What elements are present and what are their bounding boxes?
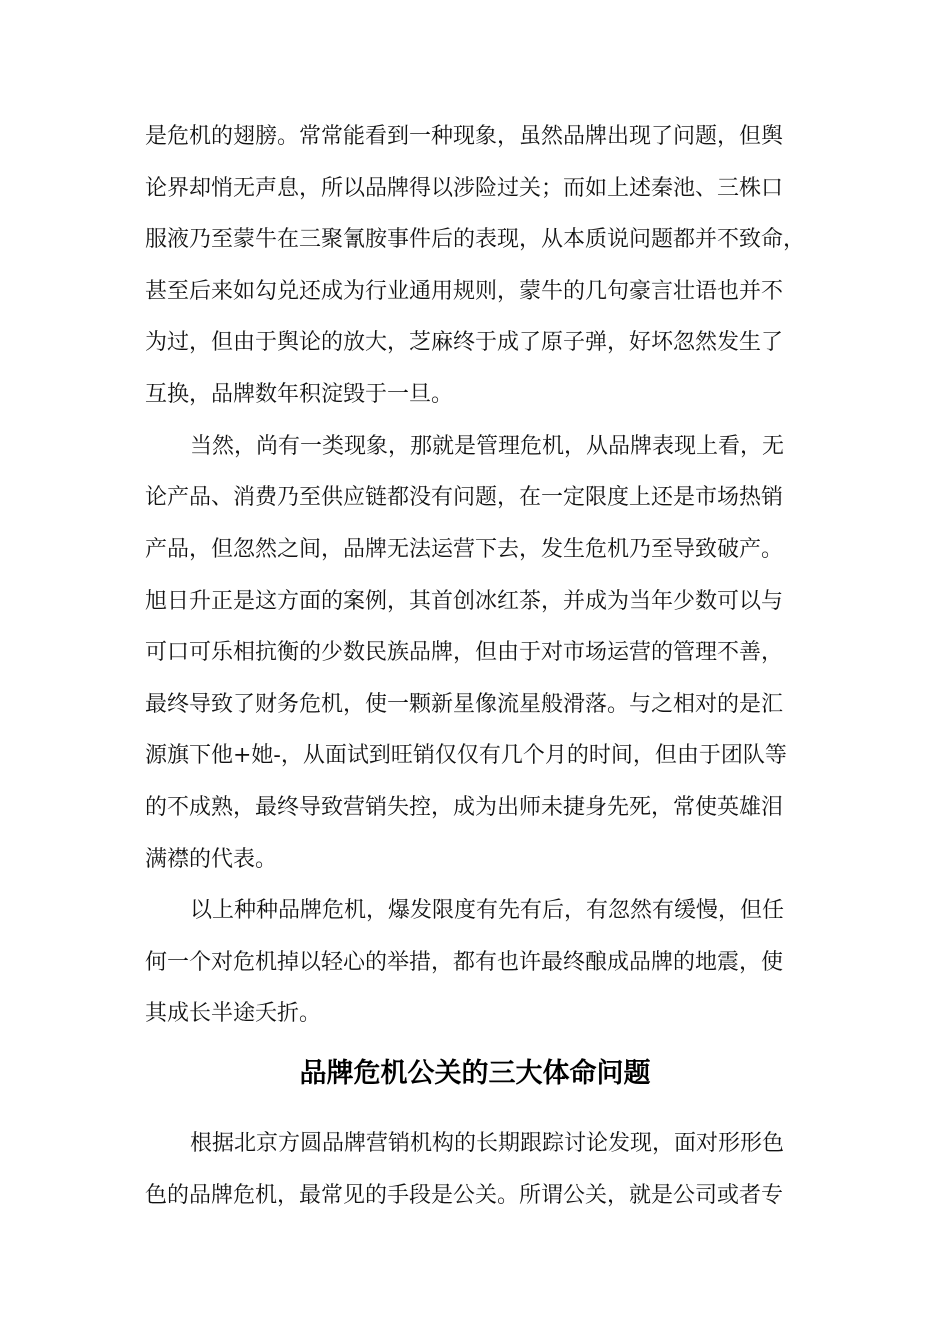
section-heading: 品牌危机公关的三大体命问题 [299, 1058, 651, 1089]
paragraph-2-line-2: 论产品、消费乃至供应链都没有问题，在一定限度上还是市场热销 [145, 485, 784, 510]
paragraph-1-line-3: 服液乃至蒙牛在三聚氰胺事件后的表现，从本质说问题都并不致命， [145, 227, 806, 252]
paragraph-1-line-6: 互换，品牌数年积淀毁于一旦。 [145, 382, 454, 407]
paragraph-2-line-6: 最终导致了财务危机，使一颗新星像流星般滑落。与之相对的是汇 [145, 692, 784, 717]
paragraph-4-line-2: 色的品牌危机，最常见的手段是公关。所谓公关，就是公司或者专 [145, 1183, 784, 1208]
paragraph-3-line-2: 何一个对危机掉以轻心的举措，都有也许最终酿成品牌的地震，使 [145, 950, 784, 975]
paragraph-2-line-1: 当然，尚有一类现象，那就是管理危机，从品牌表现上看，无 [190, 434, 785, 459]
paragraph-2-line-3: 产品，但忽然之间，品牌无法运营下去，发生危机乃至导致破产。 [145, 537, 784, 562]
paragraph-1-line-2: 论界却悄无声息，所以品牌得以涉险过关；而如上述秦池、三株口 [145, 176, 784, 201]
paragraph-1-line-5: 为过，但由于舆论的放大，芝麻终于成了原子弹，好坏忽然发生了 [145, 330, 784, 355]
paragraph-2-line-8: 的不成熟，最终导致营销失控，成为出师未捷身先死，常使英雄泪 [145, 795, 784, 820]
paragraph-1-line-1: 是危机的翅膀。常常能看到一种现象，虽然品牌出现了问题，但舆 [145, 124, 784, 149]
paragraph-2-line-5: 可口可乐相抗衡的少数民族品牌，但由于对市场运营的管理不善， [145, 640, 784, 665]
paragraph-2-line-4: 旭日升正是这方面的案例，其首创冰红茶，并成为当年少数可以与 [145, 589, 784, 614]
paragraph-3-line-1: 以上种种品牌危机，爆发限度有先有后，有忽然有缓慢，但任 [190, 898, 785, 923]
paragraph-2-line-7: 源旗下他+她-，从面试到旺销仅仅有几个月的时间，但由于团队等 [145, 743, 787, 768]
paragraph-2-line-9: 满襟的代表。 [145, 847, 278, 872]
paragraph-3-line-3: 其成长半途夭折。 [145, 1001, 322, 1026]
paragraph-1-line-4: 甚至后来如勾兑还成为行业通用规则，蒙牛的几句豪言壮语也并不 [145, 279, 784, 304]
paragraph-4-line-1: 根据北京方圆品牌营销机构的长期跟踪讨论发现，面对形形色 [190, 1131, 785, 1156]
